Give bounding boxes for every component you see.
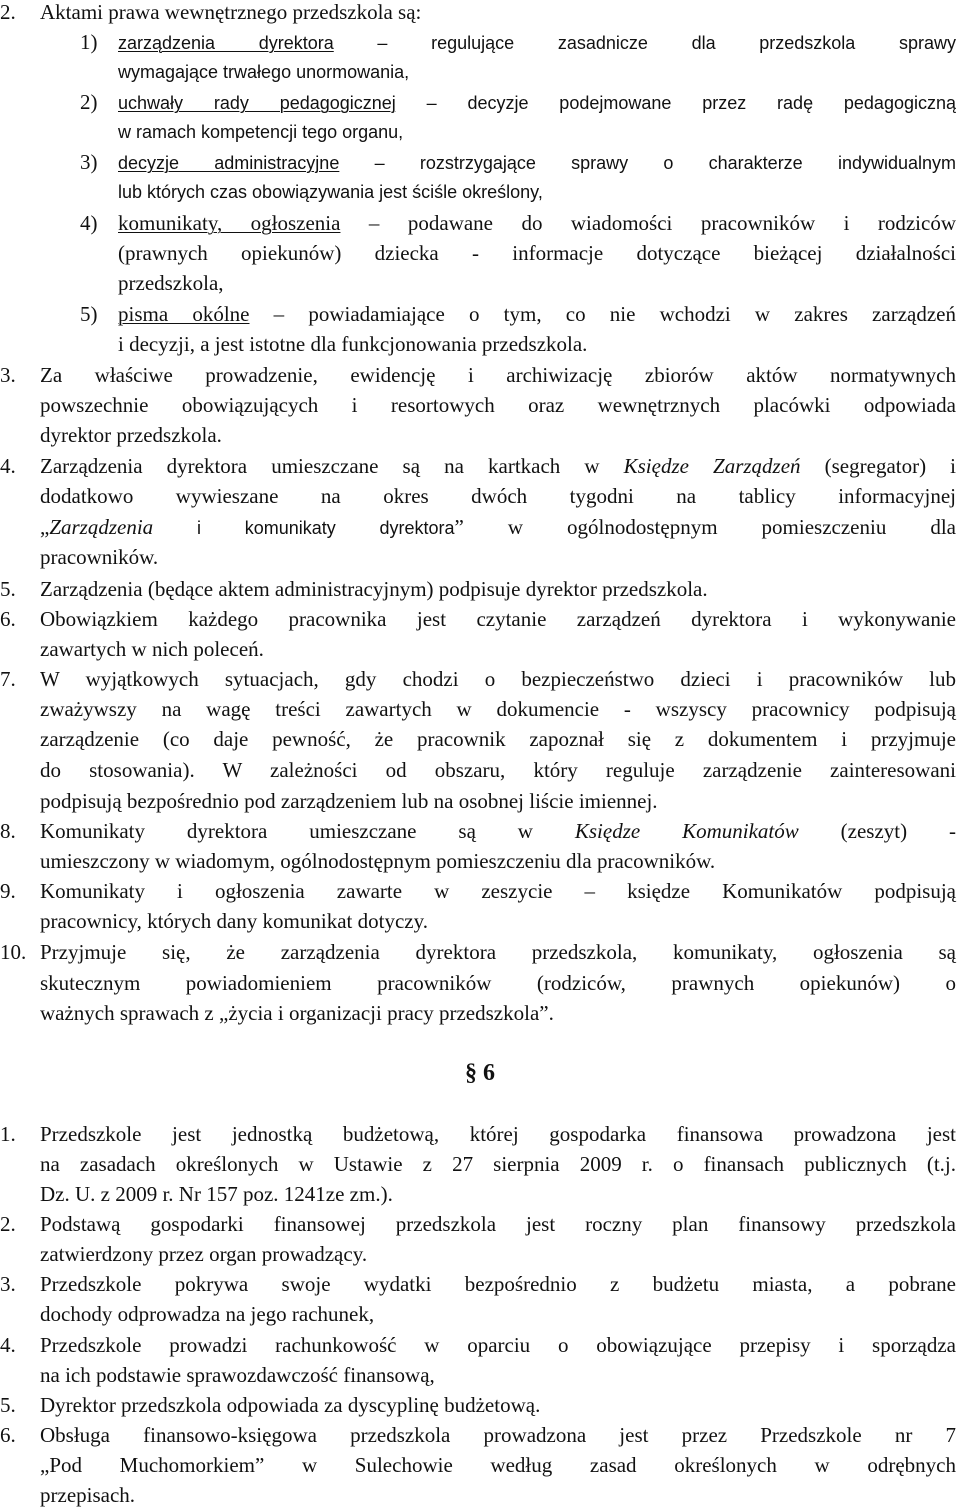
subitem-text: – regulujące zasadnicze dla przedszkola sprawy (333, 33, 956, 53)
paragraph-line: zatwierdzony przez organ prowadzący. (40, 1242, 368, 1266)
section-heading: § 6 (465, 1060, 495, 1086)
item-number: 4. (0, 454, 16, 478)
paragraph-line (40, 970, 956, 996)
paragraph-line: dyrektor przedszkola. (40, 423, 222, 447)
paragraph-line (40, 818, 956, 844)
paragraph-line: dochody odprowadza na jego rachunek, (40, 1302, 375, 1326)
subitem-line (118, 30, 956, 56)
paragraph-text: Za właściwe prowadzenie, ewidencję i archiwizację zbiorów aktów normatywnych (40, 363, 956, 387)
term: uchwały rady pedagogicznej (118, 93, 396, 113)
subitem-text: (prawnych opiekunów) dziecka - informacje dotyczące bieżącej działalności (118, 241, 956, 265)
paragraph-line (40, 362, 956, 388)
paragraph-line (40, 1332, 956, 1358)
item-number: 10. (0, 940, 27, 964)
quote-mark: ” (454, 515, 464, 539)
quote-mark: „ (40, 515, 50, 539)
paragraph-text: skutecznym powiadomieniem pracowników (rodziców, prawnych opiekunów) o (40, 971, 956, 995)
paragraph-text: do stosowania). W zależności od obszaru, który reguluje zarządzenie zainteresowani (40, 758, 956, 782)
paragraph-text: Komunikaty i ogłoszenia zawarte w zeszycie – księdze Komunikatów podpisują (40, 879, 956, 903)
item-number: 6. (0, 1423, 16, 1447)
subitem-line: przedszkola, (118, 271, 224, 295)
item-number: 2. (0, 1212, 16, 1236)
paragraph-line (40, 1121, 956, 1147)
paragraph-text: Przedszkole prowadzi rachunkowość w oparciu o obowiązujące przepisy i sporządza (40, 1333, 956, 1357)
subitem-line (118, 90, 956, 116)
subitem-number: 4) (80, 211, 98, 235)
board-title-rest: i komunikaty dyrektora (153, 518, 455, 538)
subitem-line (118, 240, 956, 266)
paragraph-line (40, 878, 956, 904)
paragraph-line: na ich podstawie sprawozdawczość finansową, (40, 1363, 435, 1387)
subitem-line (118, 150, 956, 176)
item-number: 7. (0, 667, 16, 691)
item-number: 5. (0, 1393, 16, 1417)
paragraph-line: Dz. U. z 2009 r. Nr 157 poz. 1241ze zm.). (40, 1182, 393, 1206)
paragraph-text: W wyjątkowych sytuacjach, gdy chodzi o bezpieczeństwo dzieci i pracowników lub (40, 667, 956, 691)
paragraph-line: pracowników. (40, 545, 159, 569)
paragraph-line (40, 1271, 956, 1297)
paragraph-text: Przedszkole jest jednostką budżetową, której gospodarka finansowa prowadzona jest (40, 1122, 956, 1146)
paragraph-text: Obsługa finansowo-księgowa przedszkola prowadzona jest przez Przedszkole nr 7 (40, 1423, 956, 1447)
paragraph-text: zważywszy na wagę treści zawartych w dokumencie - wszyscy pracownicy podpisują (40, 697, 956, 721)
item-number: 1. (0, 1122, 16, 1146)
paragraph-line (40, 514, 956, 540)
paragraph-line: umieszczony w wiadomym, ogólnodostępnym pomieszczeniu dla pracowników. (40, 849, 716, 873)
paragraph-line (40, 606, 956, 632)
subitem-number: 3) (80, 150, 98, 174)
subitem-text: – rozstrzygające sprawy o charakterze indywidualnym (339, 153, 956, 173)
book-title: Księdze Komunikatów (574, 819, 799, 843)
paragraph-text: Podstawą gospodarki finansowej przedszkola jest roczny plan finansowy przedszkola (40, 1212, 956, 1236)
subitem-line (118, 301, 956, 327)
subitem-text: – powiadamiające o tym, co nie wchodzi w zakres zarządzeń (249, 302, 956, 326)
item-number: 4. (0, 1333, 16, 1357)
paragraph-line: przepisach. (40, 1483, 136, 1507)
paragraph-line (40, 1452, 956, 1478)
paragraph-text: (zeszyt) - (798, 819, 957, 843)
item-number: 6. (0, 607, 16, 631)
item-number: 3. (0, 1272, 16, 1296)
paragraph-line: podpisują bezpośrednio pod zarządzeniem lub na osobnej liście imiennej. (40, 789, 658, 813)
paragraph-text: (segregator) i (800, 454, 956, 478)
paragraph-line (40, 696, 956, 722)
term: pisma okólne (118, 302, 250, 326)
paragraph-line: pracownicy, których dany komunikat dotyczy. (40, 909, 428, 933)
paragraph-line: Dyrektor przedszkola odpowiada za dyscyplinę budżetową. (40, 1393, 541, 1417)
paragraph-text: zarządzenie (co daje pewność, że pracownik zapoznał się z dokumentem i przyjmuje (40, 727, 956, 751)
paragraph-line (40, 757, 956, 783)
subitem-number: 2) (80, 90, 98, 114)
paragraph-text: na zasadach określonych w Ustawie z 27 sierpnia 2009 r. o finansach publicznych (t.j. (40, 1152, 956, 1176)
paragraph-text: Zarządzenia dyrektora umieszczane są na kartkach w (40, 454, 624, 478)
subitem-line (118, 210, 956, 236)
subitem-line: i decyzji, a jest istotne dla funkcjonowania przedszkola. (118, 332, 588, 356)
paragraph-line (40, 483, 956, 509)
subitem-number: 5) (80, 302, 98, 326)
paragraph-line (40, 939, 956, 965)
paragraph-line (40, 392, 956, 418)
subitem-line: wymagające trwałego unormowania, (118, 62, 410, 82)
item-number: 3. (0, 363, 16, 387)
paragraph-line (40, 666, 956, 692)
paragraph-text: Przedszkole pokrywa swoje wydatki bezpośrednio z budżetu miasta, a pobrane (40, 1272, 956, 1296)
item-number: 2. (0, 0, 16, 24)
paragraph-text: Komunikaty dyrektora umieszczane są w (40, 819, 575, 843)
paragraph-text: w ogólnodostępnym pomieszczeniu dla (463, 515, 956, 539)
item-number: 5. (0, 577, 16, 601)
subitem-number: 1) (80, 30, 98, 54)
book-title: Księdze Zarządzeń (623, 454, 801, 478)
term: decyzje administracyjne (118, 153, 340, 173)
paragraph-text: Obowiązkiem każdego pracownika jest czytanie zarządzeń dyrektora i wykonywanie (40, 607, 956, 631)
item-number: 9. (0, 879, 16, 903)
paragraph-line (40, 453, 956, 479)
paragraph-text: „Pod Muchomorkiem” w Sulechowie według zasad określonych w odrębnych (40, 1453, 956, 1477)
paragraph-text: dodatkowo wywieszane na okres dwóch tygodni na tablicy informacyjnej (40, 484, 956, 508)
term: komunikaty, ogłoszenia (118, 211, 341, 235)
paragraph-line: zawartych w nich poleceń. (40, 637, 264, 661)
paragraph-line (40, 1151, 956, 1177)
term: zarządzenia dyrektora (118, 33, 334, 53)
paragraph-line: ważnych sprawach z „życia i organizacji pracy przedszkola”. (40, 1001, 554, 1025)
board-title: Zarządzenia (49, 515, 154, 539)
paragraph-text: Przyjmuje się, że zarządzenia dyrektora przedszkola, komunikaty, ogłoszenia są (40, 940, 956, 964)
paragraph-line: Zarządzenia (będące aktem administracyjnym) podpisuje dyrektor przedszkola. (40, 577, 708, 601)
subitem-text: – podawane do wiadomości pracowników i rodziców (340, 211, 956, 235)
paragraph-line (40, 726, 956, 752)
item-number: 8. (0, 819, 16, 843)
subitem-line: lub których czas obowiązywania jest ściśle określony, (118, 182, 543, 202)
paragraph-line (40, 1422, 956, 1448)
paragraph-line (40, 1211, 956, 1237)
subitem-text: – decyzje podejmowane przez radę pedagogiczną (395, 93, 956, 113)
paragraph-text: Aktami prawa wewnętrznego przedszkola są: (40, 0, 422, 24)
paragraph-text: powszechnie obowiązujących i resortowych oraz wewnętrznych placówki odpowiada (40, 393, 956, 417)
subitem-line: w ramach kompetencji tego organu, (118, 122, 404, 142)
